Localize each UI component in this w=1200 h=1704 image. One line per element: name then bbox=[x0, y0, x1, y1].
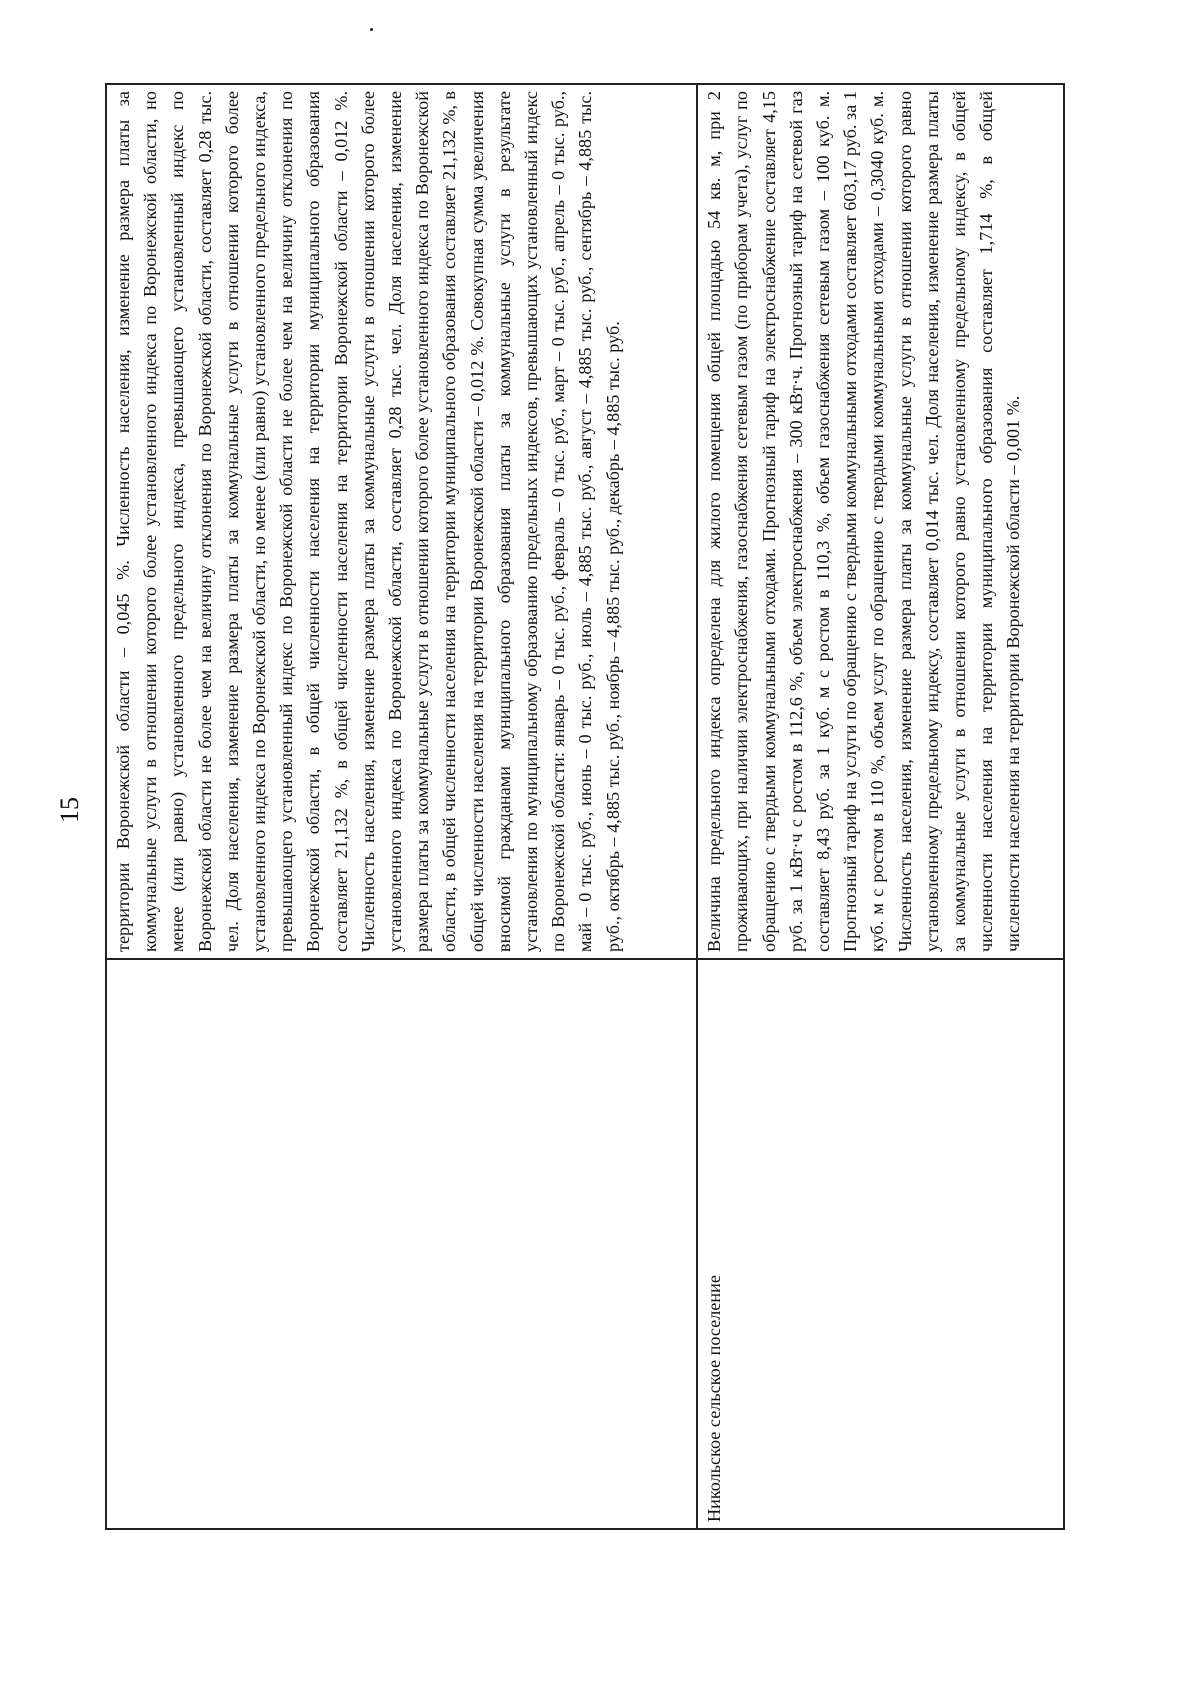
page-number: 15 bbox=[55, 797, 84, 823]
description-cell: территории Воронежской области – 0,045 %. Численность населения, изменение размера платы за коммунальные услуги в отношении которого более установленного индекса по Воронежской области, но менее (или равно) установленного предельного индекса, превышающего установленный индекс по Воронежской области не более чем на величину отклонения по Воронежской области, составляет 0,28 тыс. чел. Доля населения, изменение размера платы за коммунальные услуги в отношении которого более установленного индекса по Воронежской области, но менее (или равно) установленного предельного индекса, превышающего установленный индекс по Воронежской области не более чем на величину отклонения по Воронежской области, в общей численности населения на территории муниципального образования составляет 21,132 %, в общей численности населения на территории Воронежской области – 0,012 %. Численность населения, изменение размера платы за коммунальные услуги в отношении которого более установленного индекса по Воронежской области, составляет 0,28 тыс. чел. Доля населения, изменение размера платы за коммунальные услуги в отношении которого более установленного индекса по Воронежской области, в общей численности населения на территории муниципального образования составляет 21,132 %, в общей численности населения на территории Воронежской области – 0,012 %. Совокупная сумма увеличения вносимой гражданами муниципального образования платы за коммунальные услуги в результате установления по муниципальному образованию предельных индексов, превышающих установленный индекс по Воронежской области: январь – 0 тыс. руб., февраль – 0 тыс. руб., март – 0 тыс. руб., апрель – 0 тыс. руб., май – 0 тыс. руб., июнь – 0 тыс. руб., июль – 4,885 тыс. руб., август – 4,885 тыс. руб., сентябрь – 4,885 тыс. руб., октябрь – 4,885 тыс. руб., ноябрь – 4,885 тыс. руб., декабрь – 4,885 тыс. руб. bbox=[106, 84, 697, 959]
rotated-table-container bbox=[105, 85, 1065, 1530]
settlement-name-cell: Никольское сельское поселение bbox=[697, 959, 1064, 1529]
table-row bbox=[697, 84, 1064, 1529]
settlement-tariff-table bbox=[105, 83, 1065, 1530]
table-row bbox=[106, 84, 697, 1529]
description-cell: Величина предельного индекса определена для жилого помещения общей площадью 54 кв. м, при 2 проживающих, при наличии электроснабжения, газоснабжения сетевым газом (по приборам учета), услуг по обращению с твердыми коммунальными отходами. Прогнозный тариф на электроснабжение составляет 4,15 руб. за 1 кВт·ч с ростом в 112,6 %, объем электроснабжения – 300 кВт·ч. Прогнозный тариф на сетевой газ составляет 8,43 руб. за 1 куб. м с ростом в 110,3 %, объем газоснабжения сетевым газом – 100 куб. м. Прогнозный тариф на услуги по обращению с твердыми коммунальными отходами составляет 603,17 руб. за 1 куб. м с ростом в 110 %, объем услуг по обращению с твердыми коммунальными отходами – 0,3040 куб. м. Численность населения, изменение размера платы за коммунальные услуги в отношении которого равно установленному предельному индексу, составляет 0,014 тыс. чел. Доля населения, изменение размера платы за коммунальные услуги в отношении которого равно установленному предельному индексу, в общей численности населения на территории муниципального образования составляет 1,714 %, в общей численности населения на территории Воронежской области – 0,001 %. bbox=[697, 84, 1064, 959]
scan-dot bbox=[370, 28, 373, 31]
settlement-name-cell bbox=[106, 959, 697, 1529]
